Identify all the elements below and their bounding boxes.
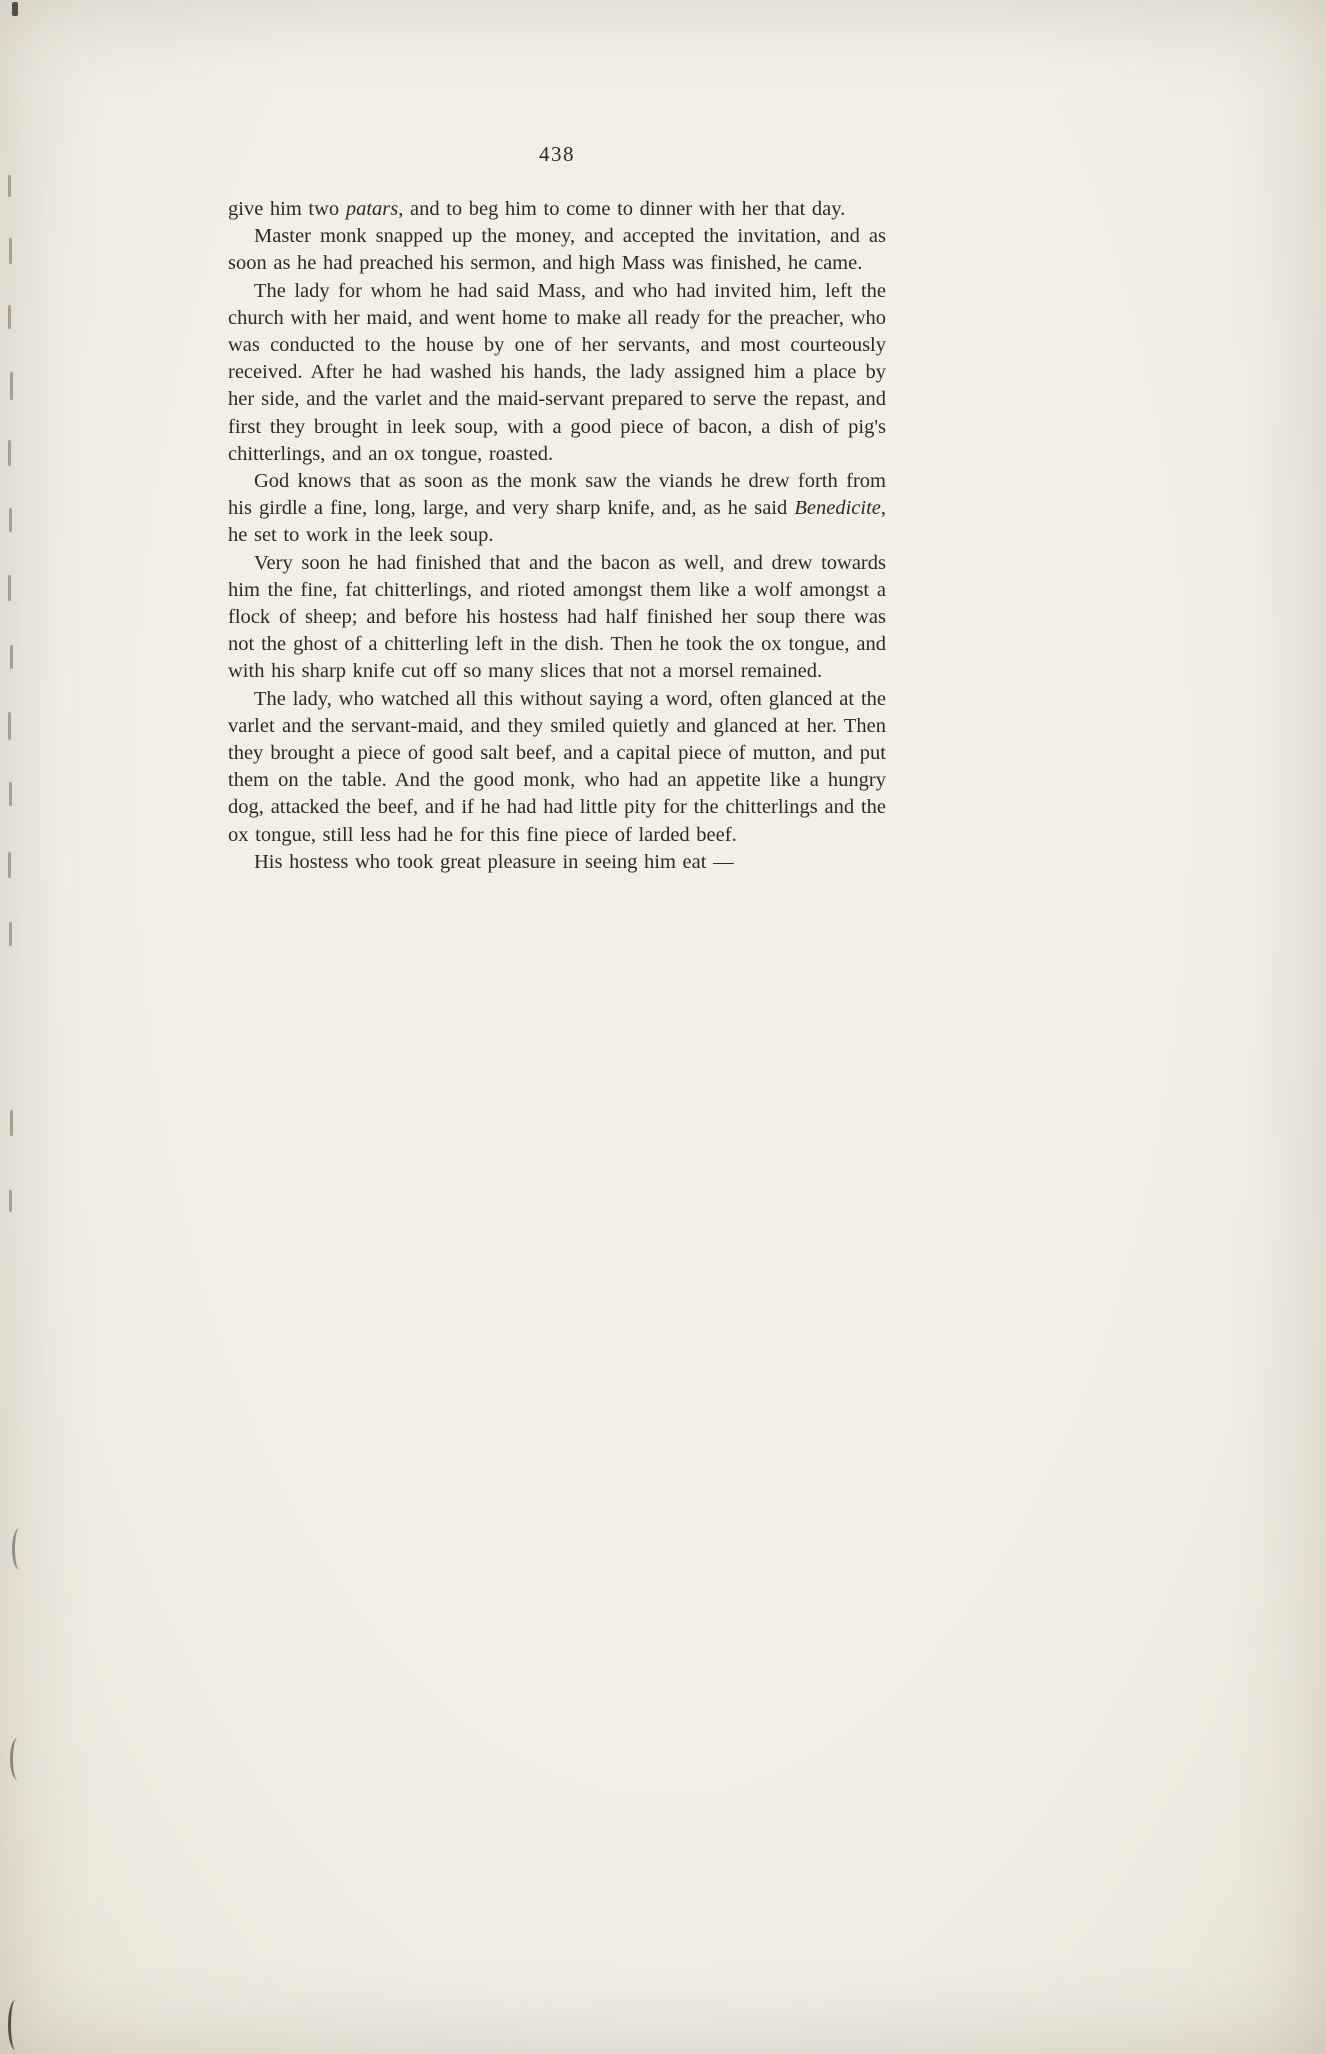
paragraph <box>228 468 886 550</box>
text-segment: The lady, who watched all this without saying a word, often glanced at the varlet and the servant-maid, and they smiled quietly and glanced at her. Then they brought a piece of good salt beef, and a capital piece of mutton, and put them on the table. And the good monk, who had an appetite like a hungry dog, attacked the beef, and if he had had little pity for the chitterlings and the ox tongue, still less had he for this fine piece of larded beef. <box>228 687 886 846</box>
paragraph <box>228 550 886 686</box>
scan-mark <box>8 305 11 329</box>
scan-mark <box>8 852 11 878</box>
scan-mark <box>9 508 12 532</box>
paragraph <box>228 278 886 468</box>
paragraph <box>228 223 886 277</box>
scan-mark <box>12 1528 27 1570</box>
text-segment: Very soon he had finished that and the bacon as well, and drew towards him the fine, fat chitterlings, and rioted amongst them like a wolf amongst a flock of sheep; and before his hostess had half finished her soup there was not the ghost of a chitterling left in the dish. Then he took the ox tongue, and with his sharp knife cut off so many slices that not a morsel remained. <box>228 551 886 683</box>
scan-mark <box>9 922 12 946</box>
text-segment: , he set to work in the leek soup. <box>228 497 886 547</box>
scan-mark <box>12 2 18 16</box>
text-segment: , and to beg him to come to dinner with her that day. <box>398 198 846 220</box>
scan-mark <box>8 2000 23 2050</box>
text-segment: Master monk snapped up the money, and accepted the invitation, and as soon as he had preached his sermon, and high Mass was finished, he came. <box>228 225 886 275</box>
paragraph <box>228 196 886 223</box>
text-segment: give him two <box>228 198 346 220</box>
scan-mark <box>9 238 12 264</box>
scan-mark <box>10 1110 13 1136</box>
italic-text: patars <box>345 198 399 220</box>
italic-text: Benedicite <box>794 497 881 520</box>
text-segment: His hostess who took great pleasure in seeing him eat — <box>254 850 734 873</box>
scan-mark <box>8 575 11 601</box>
scan-mark <box>10 645 13 669</box>
scan-mark <box>9 782 12 806</box>
text-segment: God knows that as soon as the monk saw the viands he drew forth from his girdle a fine, long, large, and very sharp knife, and, as he said <box>228 470 886 520</box>
scan-mark <box>8 712 11 740</box>
page-text <box>228 196 886 876</box>
scan-mark <box>9 1190 12 1212</box>
page-number: 438 <box>539 142 575 166</box>
scan-mark <box>10 1738 25 1780</box>
text-segment: The lady for whom he had said Mass, and who had invited him, left the church with her maid, and went home to make all ready for the preacher, who was conducted to the house by one of her servants, and most courteously received. After he had washed his hands, the lady assigned him a place by her side, and the varlet and the maid-servant prepared to serve the repast, and first they brought in leek soup, with a good piece of bacon, a dish of pig's chitterlings, and an ox tongue, roasted. <box>228 279 886 465</box>
scan-mark <box>10 372 13 400</box>
paragraph <box>228 686 886 849</box>
paragraph <box>228 849 886 876</box>
scan-mark <box>8 175 11 197</box>
scan-mark <box>8 440 11 466</box>
